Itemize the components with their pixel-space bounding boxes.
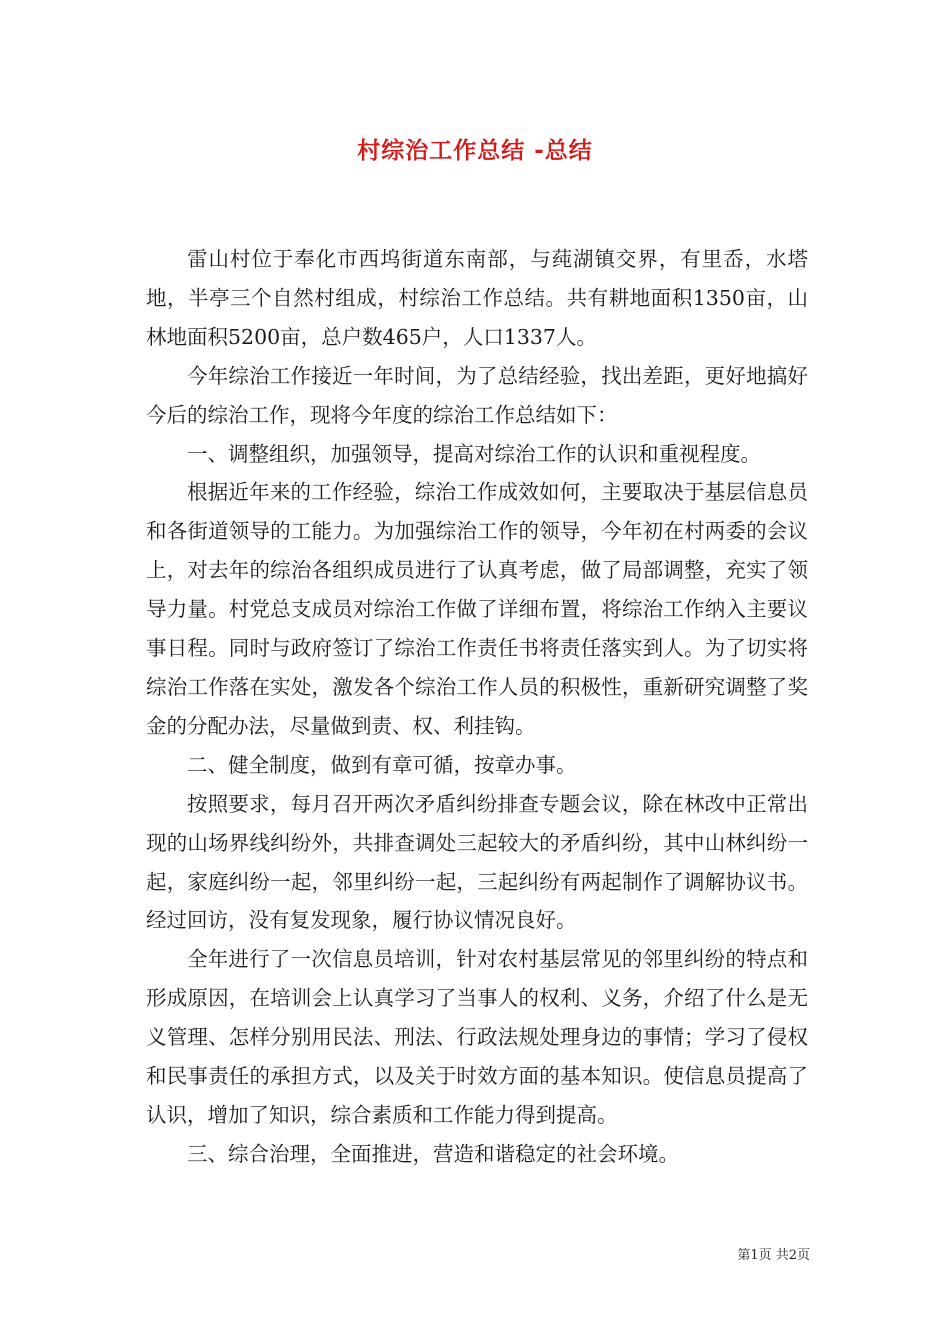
paragraph-intro: 雷山村位于奉化市西坞街道东南部，与莼湖镇交界，有里岙，水塔地，半亭三个自然村组成，村综治工作总结。共有耕地面积1350亩，山林地面积5200亩，总户数465户，人口1337人。 [146,247,808,349]
paragraph-section-1: 根据近年来的工作经验，综治工作成效如何，主要取决于基层信息员和各街道领导的工能力。为加强综治工作的领导，今年初在村两委的会议上，对去年的综治各组织成员进行了认真考虑，做了局部调整，充实了领导力量。村党总支成员对综治工作做了详细布置，将综治工作纳入主要议事日程。同时与政府签订了综治工作责任书将责任落实到人。为了切实将综治工作落在实处，激发各个综治工作人员的积极性，重新研究调整了奖金的分配办法，尽量做到责、权、利挂钩。 [146,480,808,738]
section-heading-1: 一、调整组织，加强领导，提高对综治工作的认识和重视程度。 [187,441,761,466]
document-body [146,240,808,1174]
paragraph-section-2b: 全年进行了一次信息员培训，针对农村基层常见的邻里纠纷的特点和形成原因，在培训会上认真学习了当事人的权利、义务，介绍了什么是无义管理、怎样分别用民法、刑法、行政法规处理身边的事情；学习了侵权和民事责任的承担方式，以及关于时效方面的基本知识。使信息员提高了认识，增加了知识，综合素质和工作能力得到提高。 [146,947,808,1127]
document-title: 村综治工作总结 -总结 [357,138,593,164]
paragraph-section-2a: 按照要求，每月召开两次矛盾纠纷排查专题会议，除在林改中正常出现的山场界线纠纷外，共排查调处三起较大的矛盾纠纷，其中山林纠纷一起，家庭纠纷一起，邻里纠纷一起，三起纠纷有两起制作了调解协议书。经过回访，没有复发现象，履行协议情况良好。 [146,791,808,933]
section-heading-3: 三、综合治理，全面推进，营造和谐稳定的社会环境。 [187,1141,679,1166]
page-number: 第1页 共2页 [737,1248,810,1263]
section-heading-2: 二、健全制度，做到有章可循，按章办事。 [187,752,577,777]
paragraph-summary-lead: 今年综治工作接近一年时间，为了总结经验，找出差距，更好地搞好今后的综治工作，现将今年度的综治工作总结如下： [146,363,808,427]
